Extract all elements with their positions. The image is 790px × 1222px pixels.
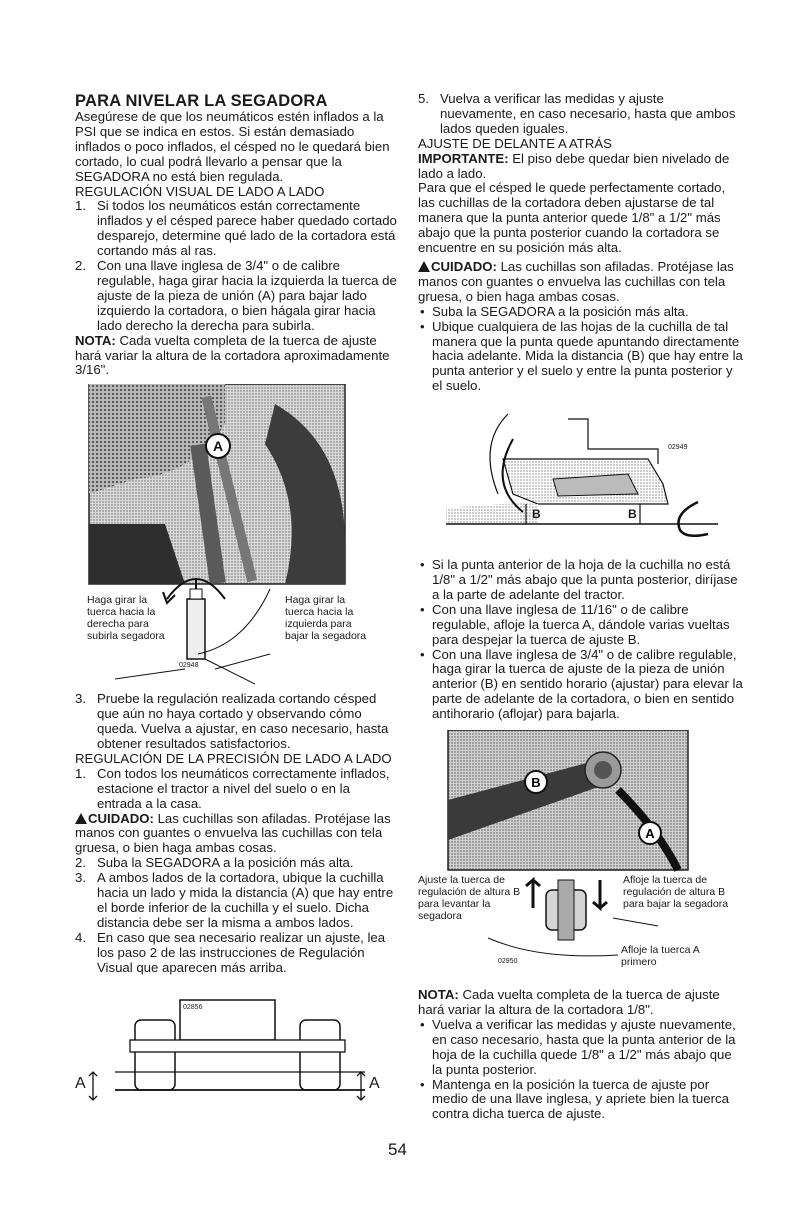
caption-turn-right: Haga girar la tuerca hacia la derecha para subirla segadora — [87, 594, 165, 643]
bullet-list — [418, 1018, 743, 1122]
note-paragraph: NOTA: Cada vuelta completa de la tuerca de ajuste hará variar la altura de la cortadora 1/8". — [418, 987, 720, 1017]
figure-code: 02948 — [179, 662, 199, 670]
step-item: 5. Vuelva a verificar las medidas y ajuste nuevamente, en caso necesario, hasta que ambos lados queden iguales. — [418, 91, 736, 136]
figure-code: 02949 — [668, 444, 688, 452]
right-column — [418, 92, 743, 1122]
figure-code: 02856 — [183, 1003, 203, 1011]
important-paragraph: IMPORTANTE: El piso debe quedar bien nivelado de lado a lado. — [418, 150, 730, 181]
caption-tighten-nut: Ajuste la tuerca de regulación de altura B para levantar la segadora — [418, 874, 521, 923]
figure-blade-measure — [418, 404, 743, 554]
caution-label: CUIDADO: — [88, 810, 154, 826]
bullet-list — [418, 305, 743, 394]
figure-adjustment-nut — [75, 384, 397, 686]
steps-visual — [75, 199, 397, 333]
list-item: • Suba la SEGADORA a la posición más alta. — [420, 303, 689, 319]
steps-continued — [418, 92, 743, 137]
figure-illustration — [418, 404, 743, 554]
section-title: PARA NIVELAR LA SEGADORA — [75, 92, 328, 110]
caption-loosen-a-first: Afloje la tuerca A primero — [621, 944, 700, 969]
callout-a-label: A — [212, 438, 224, 455]
list-item: • Con una llave inglesa de 11/16" o de calibre regulable, afloje la tuerca A, dándole varias vueltas para despejar la tuerca de ajuste B. — [420, 601, 730, 647]
list-item: • Mantenga en la posición la tuerca de ajuste por medio de una llave inglesa, y apriete bien la tuerca contra dicha tuerca de ajuste. — [420, 1076, 729, 1122]
steps-precision — [75, 767, 397, 812]
step-item: 1. Si todos los neumáticos están correctamente inflados y el césped parece haber quedado cortado desparejo, determine qué lado de la cortadora está cortando más al ras. — [75, 198, 397, 259]
dimension-b-rear: B — [628, 507, 637, 522]
subheading-precision: REGULACIÓN DE LA PRECISIÓN DE LADO A LADO — [75, 750, 392, 766]
note-paragraph: NOTA: Cada vuelta completa de la tuerca de ajuste hará variar la altura de la cortadora aproximadamente 3/16". — [75, 332, 390, 378]
caution-label: CUIDADO: — [431, 258, 497, 274]
body-paragraph: Para que el césped le quede perfectamente cortado, las cuchillas de la cortadora deben ajustarse de tal manera que la punta anterior quede 1/8" a 1/2" más abajo que la punta posterior cuando la cortadora se encuentre en su posición más alta. — [418, 180, 726, 256]
step-item: 1. Con todos los neumáticos correctamente inflados, estacione el tractor a nivel del suelo o en la entrada a la casa. — [75, 765, 390, 811]
list-item: • Con una llave inglesa de 3/4" o de calibre regulable, haga girar la tuerca de ajuste de la pieza de unión anterior (B) en sentido horario (ajustar) para elevar la parte de adelante de la cortadora, o bien en sentido antihorario (aflojar) para bajarla. — [420, 646, 743, 722]
bullet-list — [418, 558, 743, 722]
step-item: 3. A ambos lados de la cortadora, ubique la cuchilla hacia un lado y mida la distancia (A) que hay entre el borde inferior de la cuchilla y el suelo. Dicha distancia debe ser la misma a ambos lados. — [75, 870, 394, 930]
left-column — [75, 92, 397, 1108]
subheading-front-rear: AJUSTE DE DELANTE A ATRÁS — [418, 135, 612, 151]
callout-a-label: A — [645, 826, 655, 842]
dimension-b-front: B — [532, 507, 541, 522]
caution-paragraph: CUIDADO: Las cuchillas son afiladas. Protéjase las manos con guantes o envuelva las cuchillas con tela gruesa, o bien haga ambas cosas. — [75, 810, 391, 856]
page-number: 54 — [388, 1140, 407, 1159]
important-label: IMPORTANTE: — [418, 150, 509, 166]
figure-illustration — [75, 990, 397, 1102]
note-label: NOTA: — [75, 332, 116, 348]
dimension-a-left: A — [75, 1074, 86, 1092]
steps-precision-cont — [75, 856, 397, 975]
figure-front-link-nuts — [418, 730, 743, 982]
figure-code: 02950 — [498, 958, 518, 966]
callout-b-label: B — [531, 775, 541, 791]
step-item: 2. Con una llave inglesa de 3/4" o de calibre regulable, haga girar hacia la izquierda la tuerca de ajuste de la pieza de unión (A) para bajar lado izquierdo la cortadora, o bien hágala girar hacia lado derecho la derecha para subirla. — [75, 258, 397, 333]
list-item: • Ubique cualquiera de las hojas de la cuchilla de tal manera que la punta quede apuntando directamente hacia adelante. Mida la distancia (B) que hay entre la punta anterior y el suelo y entre la punta posterior y el suelo. — [420, 318, 743, 394]
subheading-visual: REGULACIÓN VISUAL DE LADO A LADO — [75, 183, 325, 199]
step-item: 3. Pruebe la regulación realizada cortando césped que aún no haya cortado y observando cómo queda. Vuelva a ajustar, en caso necesario, hasta obtener resultados satisfactorios. — [75, 691, 389, 752]
caution-paragraph: CUIDADO: Las cuchillas son afiladas. Protéjase las manos con guantes o envuelva las cuchillas con tela gruesa, o bien haga ambas cosas. — [418, 258, 734, 304]
list-item: • Vuelva a verificar las medidas y ajuste nuevamente, en caso necesario, hasta que la punta anterior de la hoja de la cuchilla quede 1/8" a 1/2" más abajo que la punta posterior. — [420, 1016, 736, 1077]
warning-icon — [418, 261, 430, 272]
note-label: NOTA: — [418, 987, 459, 1003]
step-item: 2. Suba la SEGADORA a la posición más alta. — [75, 855, 354, 871]
dimension-a-right: A — [369, 1074, 380, 1092]
caption-turn-left: Haga girar la tuerca hacia la izquierda para bajar la segadora — [285, 594, 367, 643]
steps-visual-cont — [75, 692, 397, 752]
step-item: 4. En caso que sea necesario realizar un ajuste, lea los paso 2 de las instrucciones de Regulación Visual que aparecen más arriba. — [75, 929, 386, 975]
intro-paragraph: Asegúrese de que los neumáticos estén inflados a la PSI que se indica en estos. Si están demasiado inflados o poco inflados, el césped no le quedará bien cortado, lo cual podrá llevarlo a pensar que la SEGADORA no está bien regulada. — [75, 109, 390, 184]
warning-icon — [75, 813, 87, 824]
list-item: • Si la punta anterior de la hoja de la cuchilla no está 1/8" a 1/2" más abajo que la punta posterior, diríjase a la parte de adelante del tractor. — [420, 557, 738, 602]
caption-loosen-nut: Afloje la tuerca de regulación de altura B para bajar la segadora — [623, 874, 729, 911]
figure-mower-front — [75, 990, 397, 1102]
